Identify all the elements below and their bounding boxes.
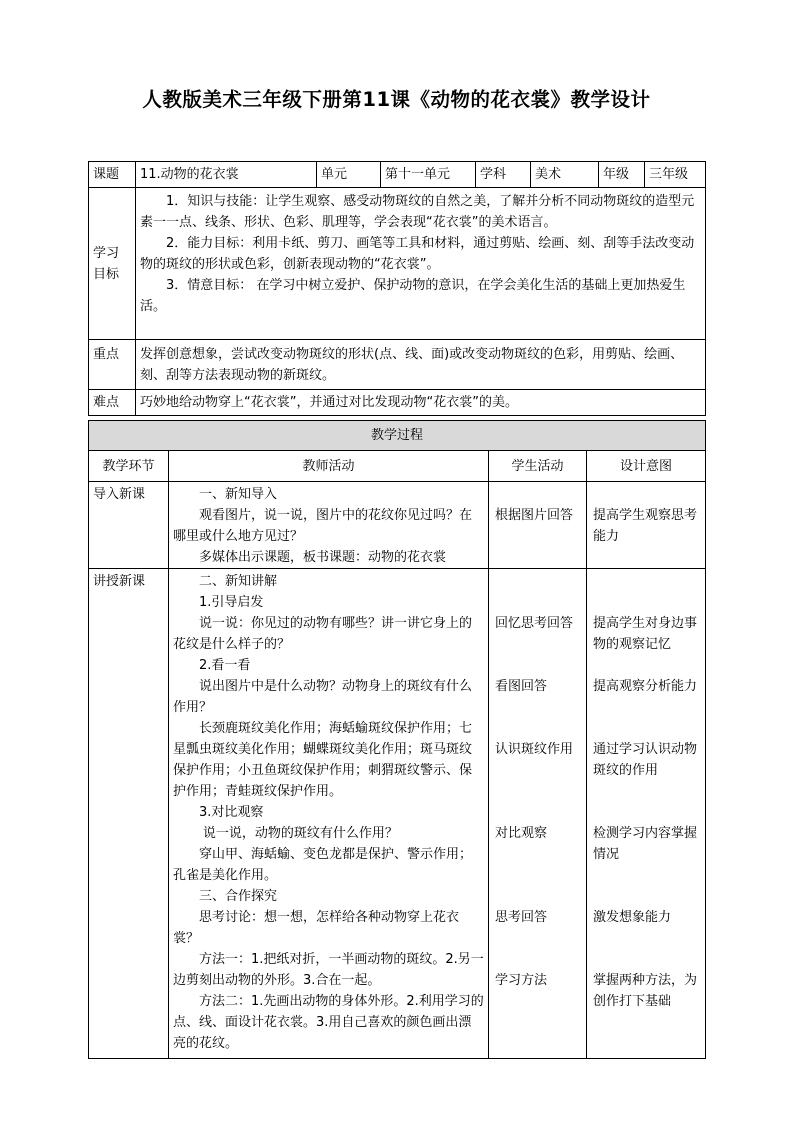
goal-knowledge: 1．知识与技能：让学生观察、感受动物斑纹的自然之美，了解并分析不同动物斑纹的造型元素一一点、线条、形状、色彩、肌理等，学会表现“花衣裳”的美术语言。 bbox=[140, 194, 695, 230]
teach-section-2: 二、新知讲解 bbox=[199, 574, 278, 589]
intent-2: 提高观察分析能力 bbox=[593, 679, 698, 694]
goal-attitude: 3．情意目标： 在学习中树立爱护、保护动物的意识，在学会美化生活的基础上更加热爱生活。 bbox=[140, 278, 686, 314]
intent-6: 掌握两种方法，为创作打下基础 bbox=[593, 973, 698, 1009]
student-activity-1: 回忆思考回答 bbox=[495, 616, 574, 631]
subject-value: 美术 bbox=[531, 162, 599, 188]
intent-1: 提高学生对身边事物的观察记忆 bbox=[593, 616, 698, 652]
teach-method-2: 方法二：1.先画出动物的身体外形。2.利用学习的点、线、面设计花衣裳。3.用自己喜欢的颜色画出漂亮的花纹。 bbox=[173, 994, 484, 1051]
intro-heading: 一、新知导入 bbox=[199, 487, 278, 502]
goals-content bbox=[136, 188, 706, 340]
topic-label: 课题 bbox=[89, 162, 136, 188]
grade-label: 年级 bbox=[599, 162, 645, 188]
intro-text: 观看图片，说一说，图片中的花纹你见过吗？在哪里或什么地方见过？ bbox=[173, 508, 473, 544]
teach-section-3: 三、合作探究 bbox=[199, 889, 278, 904]
teacher-intro bbox=[169, 482, 489, 569]
col-teacher: 教师活动 bbox=[169, 451, 489, 482]
teach-step-3: 3.对比观察 bbox=[199, 805, 264, 820]
goal-ability: 2．能力目标：利用卡纸、剪刀、画笔等工具和材料，通过剪贴、绘画、刻、刮等手法改变动物的斑纹的形状或色彩，创新表现动物的“花衣裳”。 bbox=[140, 236, 695, 272]
teach-step-1-text: 说一说：你见过的动物有哪些？讲一讲它身上的花纹是什么样子的？ bbox=[173, 616, 473, 652]
intent-5: 激发想象能力 bbox=[593, 910, 672, 925]
subject-label: 学科 bbox=[476, 162, 531, 188]
unit-value: 第十一单元 bbox=[381, 162, 476, 188]
col-stage: 教学环节 bbox=[89, 451, 169, 482]
teaching-process-table bbox=[88, 420, 706, 1059]
topic-value: 11.动物的花衣裳 bbox=[136, 162, 317, 188]
teach-step-2-detail: 长颈鹿斑纹美化作用；海蛞蝓斑纹保护作用；七星瓢虫斑纹美化作用；蝴蝶斑纹美化作用；斑马斑纹保护作用；小丑鱼斑纹保护作用；刺猬斑纹警示、保护作用；青蛙斑纹保护作用。 bbox=[173, 721, 473, 799]
student-activity-6: 学习方法 bbox=[495, 973, 548, 988]
student-activity-4: 对比观察 bbox=[495, 826, 548, 841]
key-label: 重点 bbox=[89, 340, 136, 390]
teach-method-1: 方法一：1.把纸对折，一半画动物的斑纹。2.另一边剪刻出动物的外形。3.合在一起。 bbox=[173, 952, 484, 988]
teach-step-2-text: 说出图片中是什么动物？动物身上的斑纹有什么作用？ bbox=[173, 679, 473, 715]
intent-4: 检测学习内容掌握情况 bbox=[593, 826, 698, 862]
goals-label bbox=[89, 188, 136, 340]
student-activity-5: 思考回答 bbox=[495, 910, 548, 925]
col-intent: 设计意图 bbox=[587, 451, 706, 482]
document-title: 人教版美术三年级下册第11课《动物的花衣裳》教学设计 bbox=[142, 88, 651, 111]
col-student: 学生活动 bbox=[489, 451, 587, 482]
teach-discussion: 思考讨论：想一想，怎样给各种动物穿上花衣裳？ bbox=[173, 910, 460, 946]
student-intro: 根据图片回答 bbox=[489, 482, 587, 569]
student-activity-3: 认识斑纹作用 bbox=[495, 742, 574, 757]
stage-teach: 讲授新课 bbox=[89, 569, 169, 1059]
teach-step-1: 1.引导启发 bbox=[199, 595, 264, 610]
intent-3: 通过学习认识动物斑纹的作用 bbox=[593, 742, 698, 778]
teacher-teach bbox=[169, 569, 489, 1059]
table-row bbox=[89, 569, 706, 1059]
intent-intro: 提高学生观察思考能力 bbox=[587, 482, 706, 569]
intent-teach bbox=[587, 569, 706, 1059]
key-value: 发挥创意想象，尝试改变动物斑纹的形状(点、线、面)或改变动物斑纹的色彩，用剪贴、绘画、刻、刮等方法表现动物的新斑纹。 bbox=[136, 340, 706, 390]
teach-step-3-detail: 穿山甲、海蛞蝓、变色龙都是保护、警示作用；孔雀是美化作用。 bbox=[173, 847, 473, 883]
table-row bbox=[89, 482, 706, 569]
difficulty-value: 巧妙地给动物穿上“花衣裳”，并通过对比发现动物“花衣裳”的美。 bbox=[136, 390, 706, 416]
teach-step-2: 2.看一看 bbox=[199, 658, 251, 673]
stage-intro: 导入新课 bbox=[89, 482, 169, 569]
goals-label-line1: 学习 bbox=[93, 245, 120, 261]
teach-step-3-text: 说一说，动物的斑纹有什么作用？ bbox=[202, 826, 398, 841]
unit-label: 单元 bbox=[317, 162, 381, 188]
intro-board: 多媒体出示课题，板书课题：动物的花衣裳 bbox=[199, 550, 447, 565]
student-teach bbox=[489, 569, 587, 1059]
lesson-info-table bbox=[88, 161, 706, 416]
process-heading: 教学过程 bbox=[89, 421, 706, 451]
goals-label-line2: 目标 bbox=[93, 266, 120, 282]
grade-value: 三年级 bbox=[645, 162, 706, 188]
student-activity-2: 看图回答 bbox=[495, 679, 548, 694]
difficulty-label: 难点 bbox=[89, 390, 136, 416]
